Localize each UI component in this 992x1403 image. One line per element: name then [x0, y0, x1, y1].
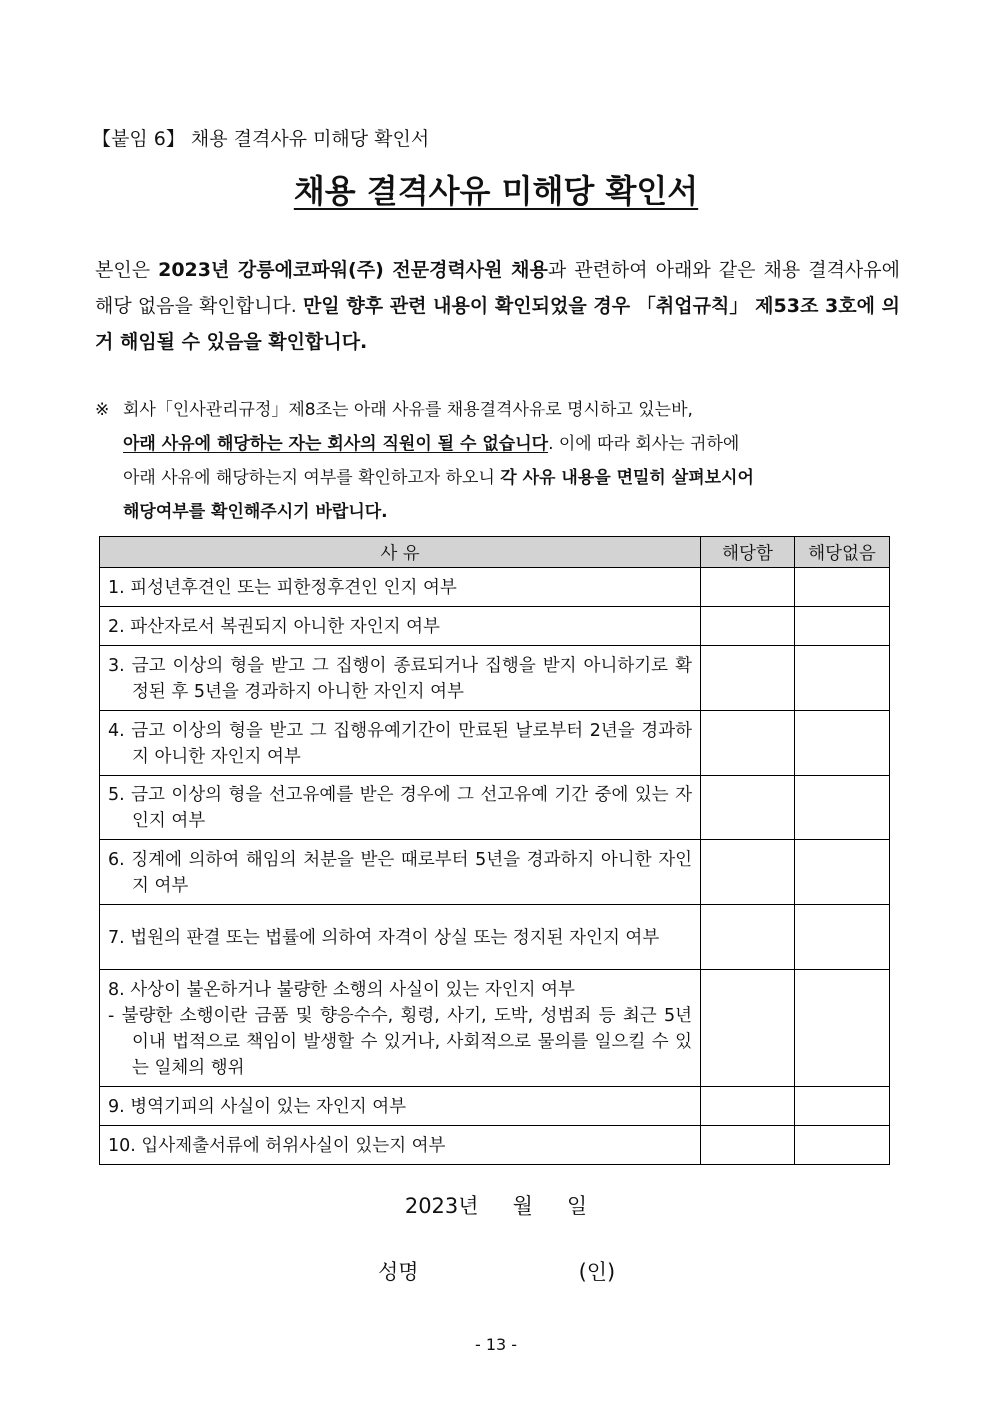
not-applicable-check-cell[interactable]: [795, 646, 890, 711]
reason-subtext: - 불량한 소행이란 금품 및 향응수수, 횡령, 사기, 도박, 성범죄 등 최근 5년 이내 법적으로 책임이 발생할 수 있거나, 사회적으로 물의를 일으킬 수 있는 일체의 행위: [108, 1005, 692, 1078]
date-line: [0, 1190, 992, 1220]
notice-line-3-plain: 아래 사유에 해당하는지 여부를 확인하고자 하오니: [123, 468, 501, 488]
reason-text: 5. 금고 이상의 형을 선고유예를 받은 경우에 그 선고유예 기간 중에 있는 자인지 여부: [108, 785, 692, 831]
reason-cell: [100, 646, 701, 711]
reason-cell: [100, 1126, 701, 1165]
table-row: [100, 776, 890, 840]
notice-line-4-bold: 해당여부를 확인해주시기 바랍니다.: [123, 502, 388, 522]
applicable-check-cell[interactable]: [701, 1126, 795, 1165]
notice-line-2: [95, 427, 915, 461]
table-row: [100, 1087, 890, 1126]
table-row: [100, 970, 890, 1087]
notice-underlined-text: 아래 사유에 해당하는 자는 회사의 직원이 될 수 없습니다: [123, 434, 549, 454]
applicable-check-cell[interactable]: [701, 568, 795, 607]
applicable-check-cell[interactable]: [701, 646, 795, 711]
table-row: [100, 711, 890, 776]
reason-text: 8. 사상이 불온하거나 불량한 소행의 사실이 있는 자인지 여부: [108, 979, 575, 1000]
intro-bold-2: 만일 향후 관련 내용이 확인되었을 경우 「취업규칙」 제53조 3호에 의거 해임될 수 있음을 확인합니다.: [95, 295, 900, 353]
reason-text: 6. 징계에 의하여 해임의 처분을 받은 때로부터 5년을 경과하지 아니한 자인지 여부: [108, 849, 692, 896]
reason-cell: [100, 568, 701, 607]
document-title: [0, 166, 992, 212]
not-applicable-check-cell[interactable]: [795, 840, 890, 905]
reason-text: 1. 피성년후견인 또는 피한정후견인 인지 여부: [108, 577, 457, 598]
reason-cell: [100, 970, 701, 1087]
applicable-check-cell[interactable]: [701, 776, 795, 840]
applicable-check-cell[interactable]: [701, 840, 795, 905]
table-row: [100, 646, 890, 711]
reference-mark-icon: ※: [95, 400, 110, 420]
notice-line-1: [95, 393, 915, 427]
applicable-check-cell[interactable]: [701, 905, 795, 970]
document-title-text: 채용 결격사유 미해당 확인서: [293, 172, 699, 210]
reason-cell: [100, 1087, 701, 1126]
not-applicable-check-cell[interactable]: [795, 1126, 890, 1165]
not-applicable-check-cell[interactable]: [795, 568, 890, 607]
date-day[interactable]: 일: [566, 1194, 588, 1218]
header-reason: 사 유: [100, 537, 701, 568]
not-applicable-check-cell[interactable]: [795, 1087, 890, 1126]
header-not-applicable: 해당없음: [795, 537, 890, 568]
header-applicable: 해당함: [701, 537, 795, 568]
attachment-label: 【붙임 6】 채용 결격사유 미해당 확인서: [92, 128, 430, 150]
notice-line-2-rest: . 이에 따라 회사는 귀하에: [548, 434, 740, 454]
table-header-row: [100, 537, 890, 568]
reason-cell: [100, 776, 701, 840]
reason-text: 4. 금고 이상의 형을 받고 그 집행유예기간이 만료된 날로부터 2년을 경과하지 아니한 자인지 여부: [108, 720, 692, 767]
table-row: [100, 568, 890, 607]
reason-text: 9. 병역기피의 사실이 있는 자인지 여부: [108, 1096, 407, 1117]
notice-block: [95, 393, 915, 529]
reason-cell: [100, 905, 701, 970]
table-row: [100, 840, 890, 905]
intro-text-1: 본인은: [95, 259, 159, 281]
intro-bold-1: 2023년 강릉에코파워(주) 전문경력사원 채용: [158, 259, 548, 281]
notice-line-4: [95, 495, 915, 529]
signature-line: [378, 1256, 615, 1286]
date-month[interactable]: 월: [512, 1194, 533, 1218]
reason-text: 2. 파산자로서 복권되지 아니한 자인지 여부: [108, 616, 440, 637]
reason-cell: [100, 711, 701, 776]
table-row: [100, 905, 890, 970]
reason-cell: [100, 607, 701, 646]
applicable-check-cell[interactable]: [701, 711, 795, 776]
not-applicable-check-cell[interactable]: [795, 905, 890, 970]
reason-text: 7. 법원의 판결 또는 법률에 의하여 자격이 상실 또는 정지된 자인지 여부: [108, 927, 660, 948]
reason-text: 10. 입사제출서류에 허위사실이 있는지 여부: [108, 1135, 446, 1156]
notice-line-3: [95, 461, 915, 495]
applicable-check-cell[interactable]: [701, 1087, 795, 1126]
not-applicable-check-cell[interactable]: [795, 970, 890, 1087]
table-row: [100, 1126, 890, 1165]
seal-label[interactable]: (인): [578, 1260, 616, 1284]
not-applicable-check-cell[interactable]: [795, 711, 890, 776]
applicable-check-cell[interactable]: [701, 970, 795, 1087]
table-row: [100, 607, 890, 646]
page-number: - 13 -: [474, 1335, 518, 1354]
applicable-check-cell[interactable]: [701, 607, 795, 646]
name-label: 성명: [378, 1260, 419, 1284]
intro-paragraph: [95, 252, 900, 360]
reason-cell: [100, 840, 701, 905]
not-applicable-check-cell[interactable]: [795, 607, 890, 646]
reason-text: 3. 금고 이상의 형을 받고 그 집행이 종료되거나 집행을 받지 아니하기로 확정된 후 5년을 경과하지 아니한 자인지 여부: [108, 655, 692, 702]
intro-text-2: 과 관련하여 아래와 같은 채용 결격사유에 해당 없음을 확인합니다.: [95, 259, 900, 317]
reasons-table: [99, 536, 890, 1165]
not-applicable-check-cell[interactable]: [795, 776, 890, 840]
notice-line-3-bold: 각 사유 내용을 면밀히 살펴보시어: [500, 468, 754, 488]
notice-line-1-text: 회사「인사관리규정」제8조는 아래 사유를 채용결격사유로 명시하고 있는바,: [123, 400, 693, 420]
date-year: 2023년: [404, 1194, 479, 1218]
